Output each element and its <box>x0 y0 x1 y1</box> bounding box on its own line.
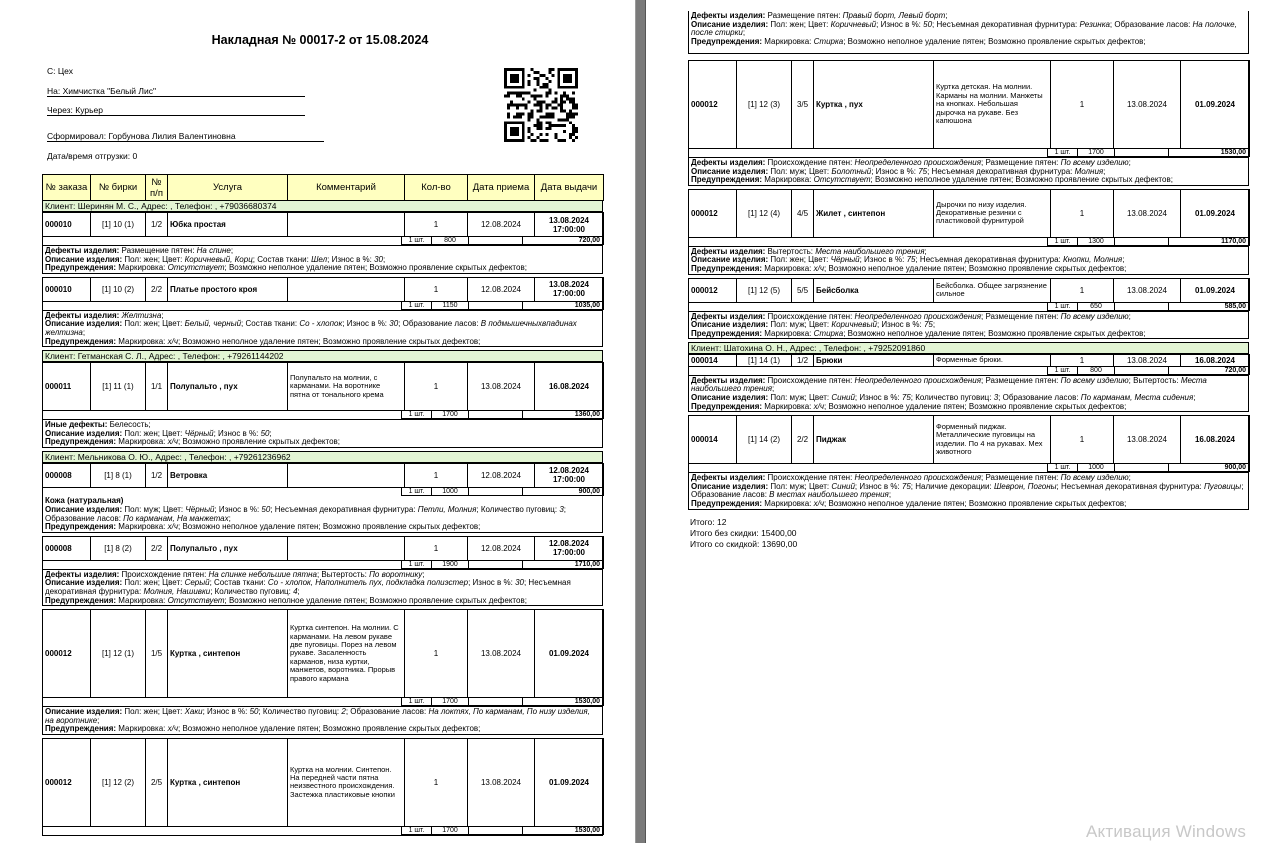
order-row-table <box>688 415 1250 464</box>
item-price: 650 <box>1078 302 1115 310</box>
received-date: 13.08.2024 <box>1114 416 1181 464</box>
item-comment: Куртка детская. На молнии. Карманы на молнии. Манжеты на кнопках. Небольшая дырочка на рукаве. Без капюшона <box>934 61 1051 149</box>
service-name: Куртка , синтепон <box>168 738 288 826</box>
qr-code <box>503 68 579 142</box>
tag-number: [1] 14 (1) <box>737 355 792 366</box>
order-number: 000008 <box>43 536 91 560</box>
item-comment <box>288 213 405 237</box>
order-row-table <box>42 277 604 302</box>
order-item <box>42 362 603 448</box>
item-info: Дефекты изделия: Желтизна; Описание изделия: Пол: жен; Цвет: Белый, черный; Состав ткани: Со - хлопок; Износ в %: 30; Образование ласов: В подмышечныхвпадинах желтизна; Предупреждения: Маркировка: х/ч; Возможно неполное удаление пятен; Возможно проявление скрытых дефектов; <box>43 310 602 346</box>
invoice-title: Накладная № 00017-2 от 15.08.2024 <box>211 33 429 47</box>
order-number: 000011 <box>43 363 91 411</box>
service-name: Куртка , синтепон <box>168 610 288 698</box>
table-row <box>689 355 1250 366</box>
item-price: 1000 <box>1078 464 1115 472</box>
pcs-label: 1 шт. <box>402 826 432 834</box>
item-info: Дефекты изделия: Размещение пятен: Правый борт, Левый борт; Описание изделия: Пол: жен; Цвет: Коричневый; Износ в %: 50; Несъемная декоративная фурнитура: Резинка; Образование ласов: На полочке, после стирки; Предупреждения: Маркировка: Стирка; Возможно неполное удаление пятен; Возможно проявление скрытых дефектов; <box>691 11 1237 46</box>
item-info: Дефекты изделия: Происхождение пятен: Неопределенного происхождения; Размещение пятен: По всему изделию; Описание изделия: Пол: муж; Цвет: Коричневый; Износ в %: 75; Предупреждения: Маркировка: Стирка; Возможно неполное удаление пятен; Возможно проявление скрытых дефектов; <box>689 311 1248 339</box>
item-total: 1710,00 <box>523 560 604 568</box>
tag-number: [1] 8 (1) <box>91 463 146 487</box>
item-qty: 1 <box>1051 355 1114 366</box>
issued-date: 16.08.2024 <box>1181 416 1250 464</box>
price-row <box>401 410 604 419</box>
order-number: 000010 <box>43 277 91 301</box>
item-qty: 1 <box>405 277 468 301</box>
order-item <box>42 212 603 274</box>
item-qty: 1 <box>405 213 468 237</box>
item-price: 1300 <box>1078 237 1115 245</box>
price-row <box>1047 148 1250 157</box>
position-number: 1/2 <box>146 213 168 237</box>
client-row <box>42 350 603 362</box>
table-row <box>43 213 604 237</box>
header-order: № заказа <box>43 175 91 201</box>
tag-number: [1] 14 (2) <box>737 416 792 464</box>
order-item <box>42 463 603 533</box>
tag-number: [1] 8 (2) <box>91 536 146 560</box>
item-comment: Куртка синтепон. На молнии. С карманами. На левом рукаве две пуговицы. Порез на левом рукаве. Засаленность карманов, низа куртки, манжетов, воротника. Прорыв правого кармана <box>288 610 405 698</box>
item-total: 1360,00 <box>523 411 604 419</box>
received-date: 12.08.2024 <box>468 213 535 237</box>
order-number: 000012 <box>43 610 91 698</box>
received-date: 13.08.2024 <box>468 610 535 698</box>
page1-items <box>0 200 635 839</box>
service-name: Ветровка <box>168 463 288 487</box>
position-number: 2/5 <box>146 738 168 826</box>
order-item <box>688 278 1249 340</box>
received-date: 13.08.2024 <box>468 738 535 826</box>
item-total: 1530,00 <box>1169 149 1250 157</box>
order-row-table <box>42 536 604 561</box>
received-date: 12.08.2024 <box>468 463 535 487</box>
order-row-table <box>688 278 1250 303</box>
client-row <box>688 342 1249 354</box>
windows-activation-watermark: Активация Windows <box>1086 822 1247 841</box>
item-qty: 1 <box>405 610 468 698</box>
item-price: 1700 <box>432 411 469 419</box>
issued-date: 16.08.2024 <box>535 363 604 411</box>
position-number: 3/5 <box>792 61 814 149</box>
item-comment: Форменные брюки. <box>934 355 1051 366</box>
item-qty: 1 <box>1051 61 1114 149</box>
item-comment: Бейсболка. Общее загрязнение сильное <box>934 278 1051 302</box>
item-qty: 1 <box>1051 189 1114 237</box>
item-price: 1000 <box>432 487 469 495</box>
item-price: 800 <box>1078 366 1115 374</box>
via-line: Через: Курьер <box>47 105 305 116</box>
invoice-page-1 <box>0 0 635 843</box>
item-qty: 1 <box>1051 416 1114 464</box>
item-total: 585,00 <box>1169 302 1250 310</box>
price-row <box>401 697 604 706</box>
invoice-page-2 <box>646 0 1286 843</box>
service-name: Полупальто , пух <box>168 536 288 560</box>
item-qty: 1 <box>405 463 468 487</box>
price-row <box>1047 302 1250 311</box>
order-item <box>688 189 1249 275</box>
item-price: 1900 <box>432 560 469 568</box>
pcs-label: 1 шт. <box>402 560 432 568</box>
issued-date: 13.08.2024 17:00:00 <box>535 277 604 301</box>
issued-date: 16.08.2024 <box>1181 355 1250 366</box>
service-name: Юбка простая <box>168 213 288 237</box>
received-date: 12.08.2024 <box>468 536 535 560</box>
received-date: 12.08.2024 <box>468 277 535 301</box>
issued-date: 01.09.2024 <box>1181 189 1250 237</box>
item-info: Дефекты изделия: Происхождение пятен: Неопределенного происхождения; Размещение пятен: По всему изделию; Вытертость: Места наибольшего трения; Описание изделия: Пол: муж; Цвет: Синий; Износ в %: 75; Количество пуговиц: 3; Образование ласов: По карманам, Места сидения; Предупреждения: Маркировка: х/ч; Возможно неполное удаление пятен; Возможно проявление скрытых дефектов; <box>689 375 1248 411</box>
header-service: Услуга <box>168 175 288 201</box>
service-name: Жилет , синтепон <box>814 189 934 237</box>
order-item <box>688 354 1249 412</box>
item-info: Дефекты изделия: Происхождение пятен: Неопределенного происхождения; Размещение пятен: По всему изделию; Описание изделия: Пол: муж; Цвет: Синий; Износ в %: 75; Наличие декорации: Шеврон, Погоны; Несъемная декоративная фурнитура: Пуговицы; Образование ласов: В местах наибольшего трения; Предупреждения: Маркировка: х/ч; Возможно неполное удаление пятен; Возможно проявление скрытых дефектов; <box>689 472 1248 508</box>
position-number: 2/2 <box>792 416 814 464</box>
received-date: 13.08.2024 <box>468 363 535 411</box>
order-item <box>688 60 1249 186</box>
service-name: Пиджак <box>814 416 934 464</box>
ship-time-line: Дата/время отгрузки: 0 <box>47 151 138 161</box>
item-total: 1530,00 <box>523 826 604 834</box>
price-row <box>1047 237 1250 246</box>
pcs-label: 1 шт. <box>1048 464 1078 472</box>
item-total: 720,00 <box>1169 366 1250 374</box>
pcs-label: 1 шт. <box>402 698 432 706</box>
service-name: Брюки <box>814 355 934 366</box>
header-qty: Кол-во <box>405 175 468 201</box>
item-info: Описание изделия: Пол: жен; Цвет: Хаки; Износ в %: 50; Количество пуговиц: 2; Образование ласов: На локтях, По карманам, По низу изделия, на воротнике; Предупреждения: Маркировка: х/ч; Возможно неполное удаление пятен; Возможно проявление скрытых дефектов; <box>43 706 602 734</box>
order-row-table <box>688 189 1250 238</box>
table-row <box>43 463 604 487</box>
service-name: Куртка , пух <box>814 61 934 149</box>
header-issued: Дата выдачи <box>535 175 604 201</box>
item-comment: Дырочки по низу изделия. Декоративные резинки с пластиковой фурнитурой <box>934 189 1051 237</box>
order-row-table <box>42 463 604 488</box>
order-row-table <box>688 354 1250 366</box>
tag-number: [1] 10 (1) <box>91 213 146 237</box>
position-number: 1/2 <box>146 463 168 487</box>
item-qty: 1 <box>405 363 468 411</box>
position-number: 1/5 <box>146 610 168 698</box>
order-item <box>42 738 603 836</box>
issued-date: 01.09.2024 <box>535 738 604 826</box>
item-comment <box>288 277 405 301</box>
pcs-label: 1 шт. <box>402 487 432 495</box>
item-qty: 1 <box>1051 278 1114 302</box>
to-line: На: Химчистка "Белый Лис" <box>47 86 305 97</box>
issued-date: 01.09.2024 <box>535 610 604 698</box>
order-number: 000014 <box>689 355 737 366</box>
client-info: Клиент: Гетманская С. Л., Адрес: , Телефон: , +79261144202 <box>43 351 603 362</box>
item-total: 900,00 <box>1169 464 1250 472</box>
received-date: 13.08.2024 <box>1114 355 1181 366</box>
table-row <box>43 277 604 301</box>
position-number: 5/5 <box>792 278 814 302</box>
item-price: 1700 <box>432 698 469 706</box>
table-row <box>689 416 1250 464</box>
item-price: 1700 <box>432 826 469 834</box>
received-date: 13.08.2024 <box>1114 278 1181 302</box>
order-number: 000012 <box>689 189 737 237</box>
service-name: Платье простого кроя <box>168 277 288 301</box>
table-row <box>689 61 1250 149</box>
pcs-label: 1 шт. <box>1048 366 1078 374</box>
order-item <box>42 609 603 735</box>
item-material: Кожа (натуральная) <box>45 495 124 505</box>
client-info: Клиент: Мельникова О. Ю., Адрес: , Телефон: , +79261236962 <box>43 451 603 462</box>
table-row <box>689 189 1250 237</box>
pcs-label: 1 шт. <box>402 237 432 245</box>
item-info: Иные дефекты: Белесость; Описание изделия: Пол: жен; Цвет: Чёрный; Износ в %: 50; Предупреждения: Маркировка: х/ч; Возможно проявление скрытых дефектов; <box>43 419 602 447</box>
item-qty: 1 <box>405 738 468 826</box>
position-number: 1/2 <box>792 355 814 366</box>
item-comment <box>288 536 405 560</box>
header-comment: Комментарий <box>288 175 405 201</box>
table-row <box>43 363 604 411</box>
header-pp: № п/п <box>146 175 168 201</box>
received-date: 13.08.2024 <box>1114 61 1181 149</box>
tag-number: [1] 12 (1) <box>91 610 146 698</box>
item-total: 1530,00 <box>523 698 604 706</box>
item-comment <box>288 463 405 487</box>
tag-number: [1] 12 (4) <box>737 189 792 237</box>
item-info: Дефекты изделия: Происхождение пятен: Неопределенного происхождения; Размещение пятен: По всему изделию; Описание изделия: Пол: муж; Цвет: Болотный; Износ в %: 75; Несъемная декоративная фурнитура: Молния; Предупреждения: Маркировка: Отсутствует; Возможно неполное удаление пятен; Возможно проявление скрытых дефектов; <box>689 157 1248 185</box>
price-row <box>1047 463 1250 472</box>
order-number: 000010 <box>43 213 91 237</box>
price-row <box>401 826 604 835</box>
issued-date: 12.08.2024 17:00:00 <box>535 536 604 560</box>
tag-number: [1] 12 (3) <box>737 61 792 149</box>
table-row <box>689 278 1250 302</box>
page-gutter <box>635 0 646 843</box>
item-info: Дефекты изделия: Размещение пятен: На спине; Описание изделия: Пол: жен; Цвет: Коричневый, Корц; Состав ткани: Шел; Износ в %: 30; Предупреждения: Маркировка: Отсутствует; Возможно неполное удаление пятен; Возможно проявление скрытых дефектов; <box>43 245 602 273</box>
header-tag: № бирки <box>91 175 146 201</box>
tag-number: [1] 10 (2) <box>91 277 146 301</box>
author-line: Сформировал: Горбунова Лилия Валентиновна <box>47 131 324 142</box>
item-info: Описание изделия: Пол: муж; Цвет: Чёрный; Износ в %: 50; Несъемная декоративная фурнитура: Петли, Молния; Количество пуговиц: 3; Образование ласов: По карманам, На манжетах; Предупреждения: Маркировка: х/ч; Возможно неполное удаление пятен; Возможно проявление скрытых дефектов; <box>45 504 566 532</box>
pcs-label: 1 шт. <box>402 301 432 309</box>
client-row <box>42 200 603 212</box>
page2-items <box>646 60 1286 513</box>
tag-number: [1] 12 (5) <box>737 278 792 302</box>
item-comment: Куртка на молнии. Синтепон. На передней части пятна неизвестного происхождения. Застежка пластиковые кнопки <box>288 738 405 826</box>
item-total: 720,00 <box>523 237 604 245</box>
client-info: Клиент: Шеринян М. С., Адрес: , Телефон: , +79036680374 <box>43 201 603 212</box>
price-row <box>1047 366 1250 375</box>
item-info: Дефекты изделия: Происхождение пятен: На спинке небольшие пятна; Вытертость: По воротнику; Описание изделия: Пол: жен; Цвет: Серый; Состав ткани: Со - хлопок, Наполнитель пух, подкладка полиэстер; Износ в %: 30; Несъемная декоративная фурнитура: Молния, Нашивки; Количество пуговиц: 4; Предупреждения: Маркировка: Отсутствует; Возможно неполное удаление пятен; Возможно проявление скрытых дефектов; <box>43 569 602 605</box>
total-count: Итого: 12 <box>690 517 727 527</box>
table-row <box>43 610 604 698</box>
order-item <box>42 536 603 606</box>
from-line: С: Цех <box>47 66 73 76</box>
order-row-table <box>42 212 604 237</box>
price-row <box>401 560 604 569</box>
items-table-header <box>42 174 604 201</box>
item-total: 900,00 <box>523 487 604 495</box>
order-item <box>42 277 603 347</box>
pcs-label: 1 шт. <box>1048 149 1078 157</box>
tag-number: [1] 12 (2) <box>91 738 146 826</box>
item-price: 1150 <box>432 301 469 309</box>
total-with-discount: Итого со скидкой: 13690,00 <box>690 539 798 549</box>
order-number: 000008 <box>43 463 91 487</box>
item-total: 1035,00 <box>523 301 604 309</box>
table-row <box>43 536 604 560</box>
item-info: Дефекты изделия: Вытертость: Места наибольшего трения; Описание изделия: Пол: жен; Цвет: Чёрный; Износ в %: 75; Несъемная декоративная фурнитура: Кнопки, Молния; Предупреждения: Маркировка: х/ч; Возможно неполное удаление пятен; Возможно проявление скрытых дефектов; <box>689 246 1248 274</box>
item-price: 1700 <box>1078 149 1115 157</box>
tag-number: [1] 11 (1) <box>91 363 146 411</box>
pcs-label: 1 шт. <box>402 411 432 419</box>
client-row <box>42 451 603 463</box>
order-row-table <box>42 609 604 698</box>
position-number: 1/1 <box>146 363 168 411</box>
issued-date: 01.09.2024 <box>1181 278 1250 302</box>
service-name: Полупальто , пух <box>168 363 288 411</box>
item-total: 1170,00 <box>1169 237 1250 245</box>
issued-date: 13.08.2024 17:00:00 <box>535 213 604 237</box>
price-row <box>401 301 604 310</box>
item-price: 800 <box>432 237 469 245</box>
issued-date: 12.08.2024 17:00:00 <box>535 463 604 487</box>
header-received: Дата приема <box>468 175 535 201</box>
issued-date: 01.09.2024 <box>1181 61 1250 149</box>
received-date: 13.08.2024 <box>1114 189 1181 237</box>
order-row-table <box>42 362 604 411</box>
order-number: 000012 <box>689 61 737 149</box>
pcs-label: 1 шт. <box>1048 302 1078 310</box>
pcs-label: 1 шт. <box>1048 237 1078 245</box>
price-row <box>401 487 604 496</box>
order-number: 000014 <box>689 416 737 464</box>
order-row-table <box>688 60 1250 149</box>
order-row-table <box>42 738 604 827</box>
order-number: 000012 <box>689 278 737 302</box>
position-number: 4/5 <box>792 189 814 237</box>
service-name: Бейсболка <box>814 278 934 302</box>
total-no-discount: Итого без скидки: 15400,00 <box>690 528 797 538</box>
item-qty: 1 <box>405 536 468 560</box>
continued-info <box>688 11 1249 54</box>
table-row <box>43 738 604 826</box>
position-number: 2/2 <box>146 536 168 560</box>
position-number: 2/2 <box>146 277 168 301</box>
item-comment: Форменный пиджак. Металлические пуговицы на изделии. По 4 на рукавах. Мех животного <box>934 416 1051 464</box>
order-number: 000012 <box>43 738 91 826</box>
price-row <box>401 236 604 245</box>
client-info: Клиент: Шатохина О. Н., Адрес: , Телефон: , +79252091860 <box>689 343 1249 354</box>
item-comment: Полупальто на молнии, с карманами. На воротнике пятна от тонального крема <box>288 363 405 411</box>
order-item <box>688 415 1249 509</box>
